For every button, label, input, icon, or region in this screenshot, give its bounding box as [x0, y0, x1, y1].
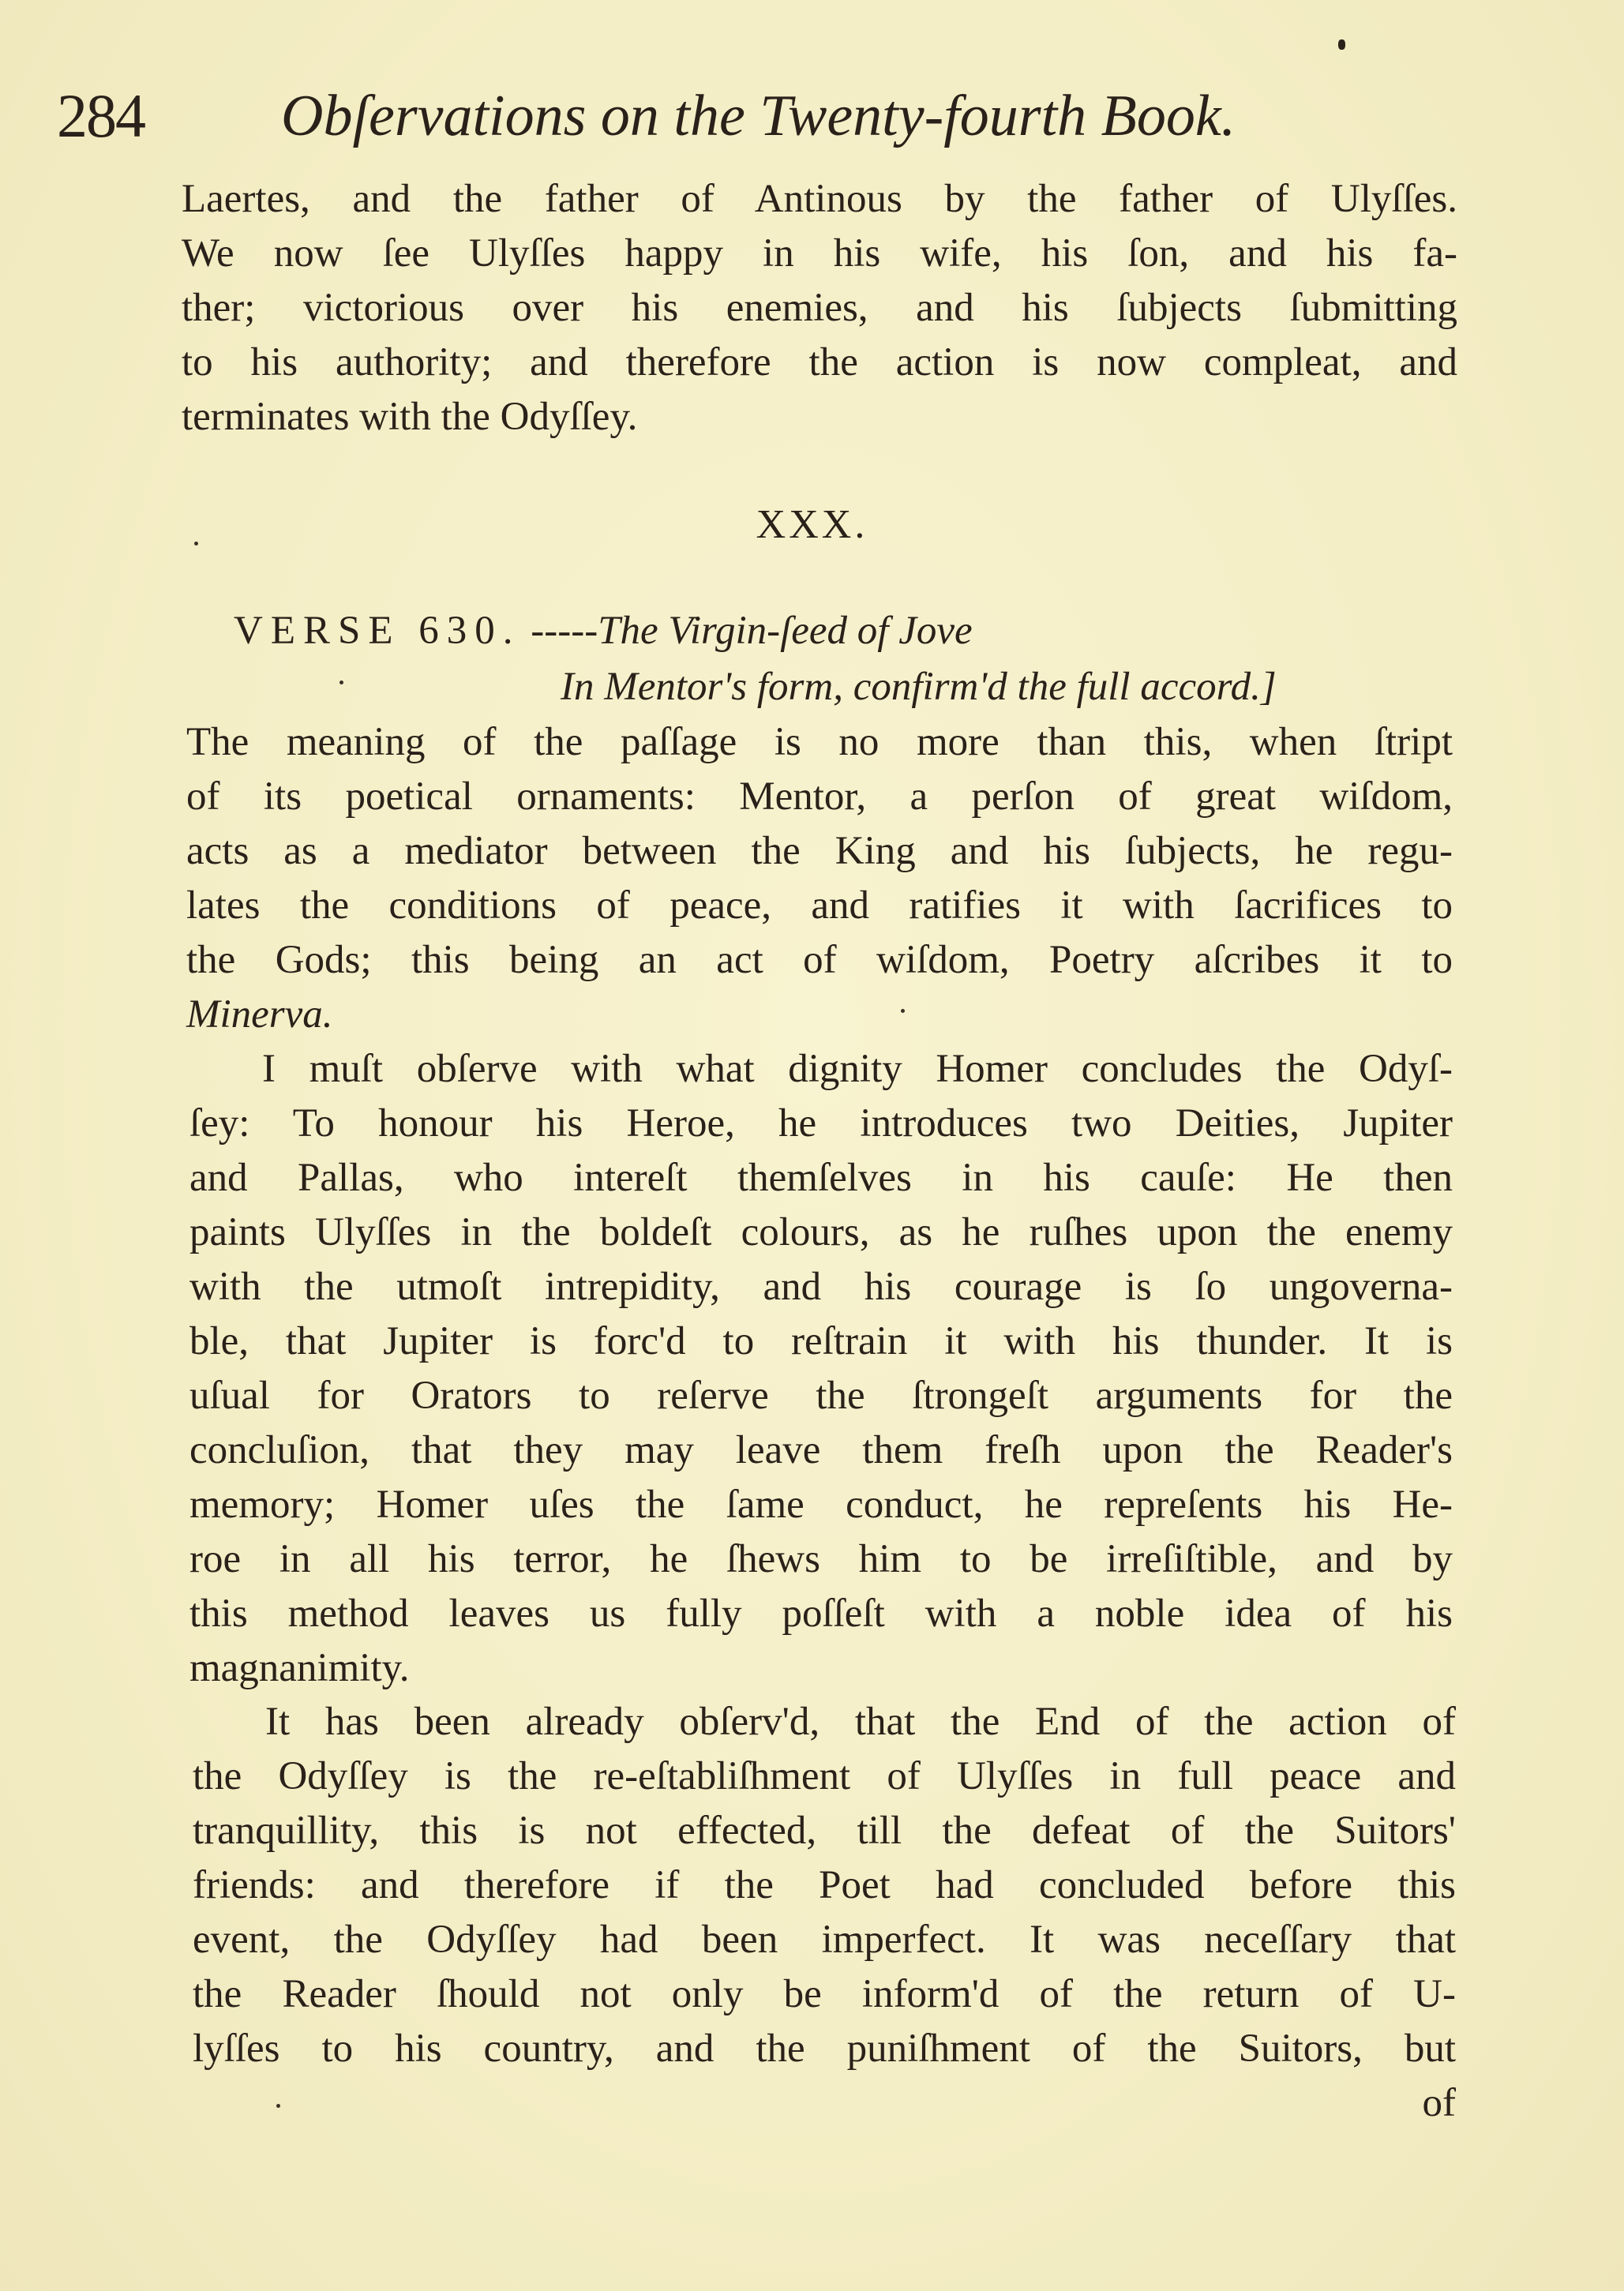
- text-line: ther; victorious over his enemies, and his ſubjects ſubmitting: [182, 286, 1457, 330]
- text-line: and Pallas, who intereſt themſelves in his cauſe: He then: [189, 1156, 1453, 1200]
- text-line: I muſt obſerve with what dignity Homer concludes the Odyſ-: [262, 1047, 1453, 1091]
- paper-speck: [339, 681, 343, 684]
- text-line: Minerva.: [186, 992, 333, 1037]
- text-line: friends: and therefore if the Poet had concluded before this: [193, 1863, 1456, 1907]
- text-line: The meaning of the paſſage is no more than this, when ſtript: [186, 720, 1453, 764]
- page-header: [57, 73, 1320, 159]
- verse-quote-continuation: [561, 660, 1277, 714]
- text-line: roe in all his terror, he ſhews him to be irreſiſtible, and by: [189, 1537, 1453, 1581]
- top-paragraph: [182, 172, 1457, 444]
- text-line: acts as a mediator between the King and his ſubjects, he regu-: [186, 829, 1453, 873]
- paper-speck: [276, 2104, 280, 2108]
- text-line: ble, that Jupiter is forc'd to reſtrain it with his thunder. It is: [189, 1319, 1453, 1363]
- paragraph-meaning: [186, 715, 1453, 1042]
- ink-speck: [1338, 39, 1345, 50]
- text-line: memory; Homer uſes the ſame conduct, he repreſents his He-: [189, 1483, 1453, 1527]
- paragraph-dignity: [189, 1042, 1453, 1696]
- text-line: Laertes, and the father of Antinous by the father of Ulyſſes.: [182, 177, 1457, 221]
- text-line: of its poetical ornaments: Mentor, a perſon of great wiſdom,: [186, 774, 1453, 819]
- text-line: to his authority; and therefore the action is now compleat, and: [182, 340, 1457, 384]
- text-line: this method leaves us fully poſſeſt with a noble idea of his: [189, 1592, 1453, 1636]
- text-line: the Gods; this being an act of wiſdom, Poetry aſcribes it to: [186, 938, 1453, 982]
- verse-heading: [234, 604, 973, 658]
- text-line: lyſſes to his country, and the puniſhment of the Suitors, but: [193, 2027, 1456, 2071]
- text-line: uſual for Orators to reſerve the ſtrongeſt arguments for the: [189, 1374, 1453, 1418]
- text-line: the Reader ſhould not only be inform'd of the return of U-: [193, 1972, 1456, 2016]
- page-number: 284: [57, 81, 144, 150]
- text-line: tranquillity, this is not effected, till the defeat of the Suitors': [193, 1809, 1456, 1853]
- paper-speck: [901, 1009, 905, 1013]
- running-title: Obſervations on the Twenty-fourth Book.: [281, 84, 1236, 148]
- text-line: ſey: To honour his Heroe, he introduces two Deities, Jupiter: [189, 1101, 1453, 1146]
- verse-label: VERSE 630.: [234, 609, 521, 653]
- text-line: We now ſee Ulyſſes happy in his wife, his ſon, and his fa-: [182, 231, 1457, 276]
- text-line: the Odyſſey is the re-eſtabliſhment of Ulyſſes in full peace and: [193, 1754, 1456, 1798]
- text-line: terminates with the Odyſſey.: [182, 395, 638, 439]
- text-line: paints Ulyſſes in the boldeſt colours, as he ruſhes upon the enemy: [189, 1210, 1453, 1254]
- section-number: XXX.: [756, 502, 868, 547]
- text-line: with the utmoſt intrepidity, and his courage is ſo ungoverna-: [189, 1265, 1453, 1309]
- verse-quote-line-1: -----The Virgin-ſeed of Jove: [531, 609, 973, 653]
- catchword: of: [1422, 2081, 1456, 2125]
- text-line: magnanimity.: [189, 1646, 410, 1690]
- text-line: lates the conditions of peace, and ratifies it with ſacrifices to: [186, 883, 1453, 928]
- verse-quote-line-2: In Mentor's form, confirm'd the full accord.]: [561, 665, 1277, 709]
- text-line: It has been already obſerv'd, that the End of the action of: [265, 1700, 1456, 1744]
- paragraph-end-of-action: [193, 1695, 1456, 2131]
- text-line: concluſion, that they may leave them freſh upon the Reader's: [189, 1428, 1453, 1472]
- paper-speck: [194, 542, 198, 546]
- text-line: event, the Odyſſey had been imperfect. It was neceſſary that: [193, 1918, 1456, 1962]
